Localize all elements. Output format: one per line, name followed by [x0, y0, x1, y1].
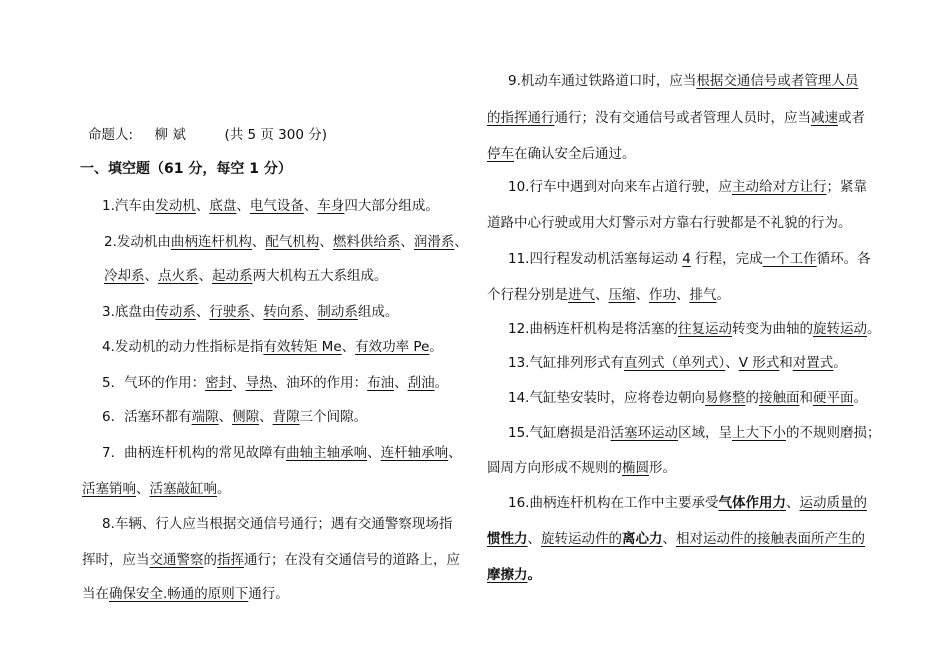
q7-answer: 曲轴主轴承响 — [286, 445, 368, 461]
q7-answer: 活塞敲缸响 — [149, 481, 217, 497]
q9-answer: 的指挥通行 — [487, 110, 555, 126]
question-16-line-2 — [487, 530, 865, 548]
q11-text: 循环。各 — [816, 251, 871, 267]
q9-answer: 减速 — [811, 110, 838, 126]
question-13 — [508, 354, 847, 372]
q6-text: 、 — [259, 409, 273, 425]
q3-text: 组成。 — [357, 304, 399, 320]
q16-answer: 相对运动件的接触表面所产生的 — [676, 531, 865, 547]
q7-answer: 活塞销响 — [82, 481, 136, 497]
q9-answer: 根据交通信号或者管理人员 — [696, 73, 859, 89]
q7-text: 。 — [217, 481, 231, 497]
q15-text: 区域，呈 — [677, 425, 732, 441]
q15-text: 形。 — [649, 460, 676, 476]
q14-text: 14.气缸垫安装时，应将卷边朝向 — [508, 390, 705, 406]
question-9-line-2 — [487, 109, 865, 127]
q16-answer: 旋转运动件的 — [541, 531, 622, 547]
section-title: 一、填空题（61 分，每空 1 分） — [80, 161, 292, 177]
q8-text: 通行。 — [248, 586, 289, 602]
q3-answer: 行驶系 — [209, 304, 250, 320]
question-3 — [102, 303, 398, 321]
q13-answer: V 形式 — [738, 355, 780, 371]
q15-text: 圆周方向形成不规则的 — [487, 460, 622, 476]
q16-answer: 惯性力 — [487, 531, 528, 547]
q2-text: 、 — [454, 234, 468, 250]
q8-text: 的 — [203, 552, 217, 568]
q2-answer: 起动系 — [212, 268, 253, 284]
question-9-line-1 — [508, 72, 858, 90]
q5-text: 、 — [232, 375, 246, 391]
q7-text: 、 — [448, 445, 462, 461]
q6-answer: 侧隙 — [232, 409, 260, 425]
q1-answer: 电气设备 — [249, 198, 304, 214]
q10-text: 道路中心行驶或用大灯警示对方靠右行驶都是不礼貌的行为。 — [487, 215, 852, 231]
q2-answer: 冷却系 — [104, 268, 145, 284]
q15-text: 15.气缸磨损是沿 — [508, 425, 611, 441]
q8-text: 挥时，应当 — [82, 552, 150, 568]
q2-text: 两大机构五大系组成。 — [252, 268, 388, 284]
q11-answer: 作功 — [649, 287, 676, 303]
q13-text: 、 — [725, 355, 739, 371]
question-15-line-1 — [508, 424, 880, 442]
q5-text: 5．气环的作用： — [102, 375, 206, 391]
q2-text: 、 — [400, 234, 414, 250]
q3-answer: 传动系 — [155, 304, 196, 320]
question-7-line-2 — [82, 480, 231, 498]
q11-text: 、 — [635, 287, 649, 303]
question-15-line-2 — [487, 459, 676, 477]
q3-text: 、 — [195, 304, 210, 320]
q11-answer: 一个工作 — [762, 251, 817, 267]
question-11-line-1 — [508, 250, 871, 268]
q12-answer: 往复运动 — [677, 321, 732, 337]
q12-text: 。 — [866, 321, 881, 337]
q5-text: 、油环的作用： — [272, 375, 368, 391]
q3-answer: 转向系 — [263, 304, 304, 320]
setter-label: 命题人: — [88, 127, 134, 143]
question-2-line-2 — [104, 267, 388, 285]
q9-text: 在确认安全后通过。 — [514, 146, 636, 162]
question-11-line-2 — [487, 286, 730, 304]
question-6 — [102, 408, 367, 426]
q11-text: 行程，完成 — [690, 251, 763, 267]
q16-answer: 离心力 — [622, 531, 663, 547]
q14-answer: 接触面 — [758, 390, 800, 406]
q3-text: 、 — [303, 304, 318, 320]
header-line — [88, 126, 327, 144]
q13-answer: 对置式 — [792, 355, 834, 371]
q6-answer: 背隙 — [272, 409, 300, 425]
question-1 — [102, 197, 439, 215]
q2-answer: 点火系 — [158, 268, 199, 284]
question-8-line-2 — [82, 551, 460, 569]
question-14 — [508, 389, 867, 407]
q6-text: 6．活塞环都有 — [102, 409, 192, 425]
q10-answer: 主动给对方让行 — [731, 179, 827, 195]
question-5 — [102, 374, 448, 392]
q5-text: 、 — [394, 375, 408, 391]
q10-text: 10.行车中遇到对向来车占道行驶，应 — [508, 179, 732, 195]
q11-answer: 4 — [682, 251, 691, 267]
q1-text: 、 — [303, 198, 318, 214]
q2-answer: 配气机构 — [265, 234, 320, 250]
q9-text: 通行；没有交通信号或者管理人员时，应当 — [554, 110, 811, 126]
q8-answer: 指挥 — [217, 552, 244, 568]
q15-answer: 活塞环运动 — [610, 425, 678, 441]
q4-text: 4.发动机的动力性指标是指 — [102, 339, 264, 355]
q5-answer: 布油 — [367, 375, 395, 391]
q2-text: 、 — [319, 234, 333, 250]
q8-answer: 交通警察 — [149, 552, 204, 568]
question-4 — [102, 338, 443, 356]
q8-text: 当在 — [82, 586, 109, 602]
setter-name: 柳 斌 — [154, 127, 186, 143]
q1-answer: 发动机 — [155, 198, 196, 214]
q16-text: 16.曲柄连杆机构在工作中主要承受 — [508, 495, 719, 511]
q2-answer: 曲柄连杆机构 — [170, 234, 252, 250]
q2-answer: 燃料供给系 — [332, 234, 401, 250]
q16-answer: 摩擦力 — [487, 567, 528, 583]
q5-answer: 刮油 — [407, 375, 435, 391]
q1-text: 、 — [195, 198, 210, 214]
q14-text: 。 — [853, 390, 867, 406]
q7-answer: 连杆轴承响 — [380, 445, 449, 461]
question-7-line-1 — [102, 444, 462, 462]
q1-answer: 底盘 — [209, 198, 237, 214]
q11-text: 。 — [716, 287, 730, 303]
question-9-line-3 — [487, 145, 636, 163]
q14-answer: 硬平面 — [812, 390, 854, 406]
q9-answer: 停车 — [487, 146, 514, 162]
q10-text: ；紧靠 — [826, 179, 867, 195]
q2-answer: 润滑系 — [413, 234, 455, 250]
q15-answer: 上大下小 — [731, 425, 786, 441]
q12-text: 转变为曲轴的 — [731, 321, 813, 337]
q2-text: 、 — [251, 234, 266, 250]
q3-text: 3.底盘由 — [102, 304, 156, 320]
question-2-line-1 — [104, 233, 468, 251]
q7-text: 、 — [367, 445, 381, 461]
question-12 — [508, 320, 880, 338]
q13-text: 。 — [833, 355, 847, 371]
q9-text: 9.机动车通过铁路道口时，应当 — [508, 73, 697, 89]
q11-text: 11.四行程发动机活塞每运动 — [508, 251, 683, 267]
q1-text: 1.汽车由 — [102, 198, 156, 214]
q5-answer: 导热 — [245, 375, 273, 391]
q15-text: 的不规则磨损； — [785, 425, 881, 441]
q14-answer: 易修整 — [704, 390, 746, 406]
q11-text: 个行程分别是 — [487, 287, 568, 303]
q4-text: 。 — [429, 339, 443, 355]
q16-text: 、 — [785, 495, 800, 511]
q1-answer: 车身 — [317, 198, 345, 214]
q16-answer: 气体作用力 — [718, 495, 786, 511]
q11-text: 、 — [676, 287, 690, 303]
q6-text: 三个间隙。 — [299, 409, 368, 425]
question-8-line-3 — [82, 585, 289, 603]
q14-text: 和 — [799, 390, 813, 406]
q7-text: 7．曲柄连杆机构的常见故障有 — [102, 445, 287, 461]
q16-text: 、 — [662, 531, 676, 547]
question-8-line-1 — [102, 515, 452, 533]
q1-text: 、 — [236, 198, 250, 214]
q16-text: 。 — [527, 567, 541, 583]
q2-text: 、 — [198, 268, 212, 284]
q5-answer: 密封 — [205, 375, 233, 391]
q12-text: 12.曲柄连杆机构是将活塞的 — [508, 321, 678, 337]
q11-answer: 排气 — [689, 287, 717, 303]
q11-text: 、 — [595, 287, 609, 303]
q6-text: 、 — [218, 409, 233, 425]
q1-text: 四大部分组成。 — [344, 198, 439, 214]
q3-text: 、 — [249, 304, 264, 320]
q16-answer: 运动质量的 — [799, 495, 867, 511]
question-10-line-2 — [487, 214, 852, 232]
q8-text: 通行；在没有交通信号的道路上，应 — [244, 552, 460, 568]
q13-text: 13.气缸排列形式有 — [508, 355, 624, 371]
q2-text: 、 — [144, 268, 158, 284]
q8-answer: 确保安全.畅通的原则下 — [109, 586, 249, 602]
q13-text: 和 — [779, 355, 793, 371]
q13-answer: 直列式（单列式） — [623, 355, 726, 371]
q8-text: 8.车辆、行人应当根据交通信号通行；遇有交通警察现场指 — [102, 516, 453, 532]
question-16-line-3 — [487, 566, 541, 584]
question-10-line-1 — [508, 178, 867, 196]
q6-answer: 端隙 — [191, 409, 219, 425]
q11-answer: 进气 — [568, 287, 595, 303]
q12-answer: 旋转运动 — [812, 321, 867, 337]
q11-answer: 压缩 — [608, 287, 636, 303]
q15-answer: 椭圆 — [622, 460, 649, 476]
q7-text: 、 — [136, 481, 150, 497]
question-16-line-1 — [508, 494, 867, 512]
q4-answer: 有效转矩 Me — [263, 339, 342, 355]
q16-text: 、 — [527, 531, 541, 547]
page-info: (共 5 页 300 分) — [224, 127, 328, 143]
q9-text: 或者 — [838, 110, 865, 126]
q14-text: 的 — [745, 390, 759, 406]
q5-text: 。 — [434, 375, 449, 391]
q4-text: 、 — [341, 339, 356, 355]
q3-answer: 制动系 — [317, 304, 358, 320]
q2-text: 2.发动机由 — [104, 234, 171, 250]
q4-answer: 有效功率 Pe — [355, 339, 430, 355]
